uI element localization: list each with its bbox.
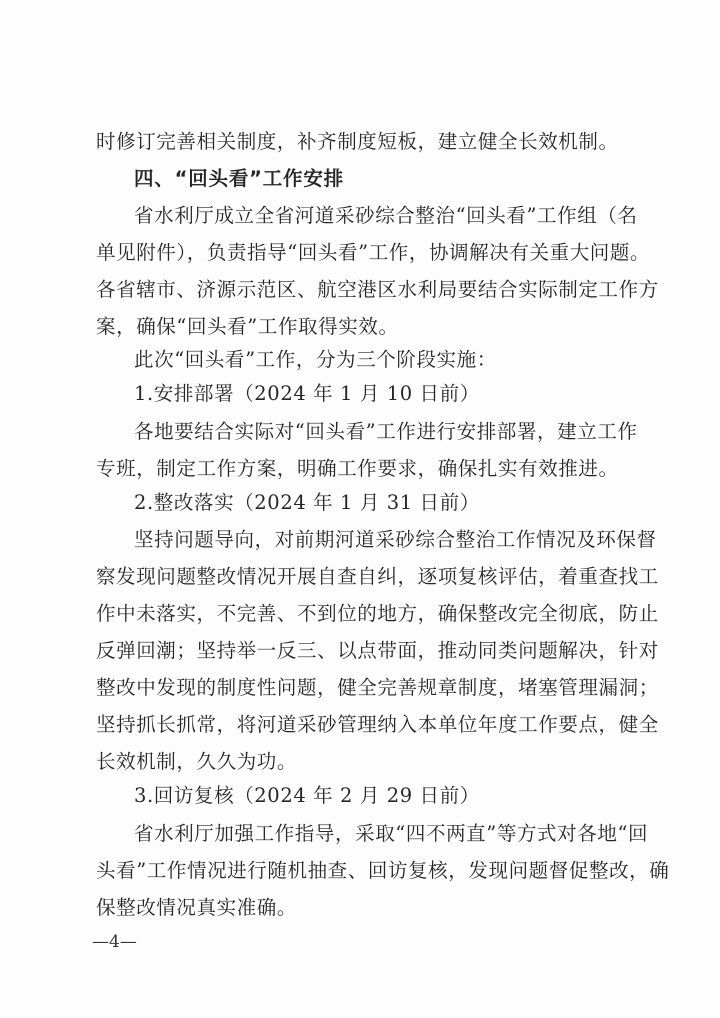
text-line: 反弹回潮；坚持举一反三、以点带面，推动同类问题解决，针对 bbox=[96, 639, 659, 662]
text-line: 坚持问题导向，对前期河道采砂综合整治工作情况及环保督 bbox=[134, 528, 657, 551]
text-line: 整改中发现的制度性问题，健全完善规章制度，堵塞管理漏洞； bbox=[96, 676, 659, 699]
page-number: —4— bbox=[92, 932, 137, 952]
text-line: 坚持抓长抓常，将河道采砂管理纳入本单位年度工作要点，健全 bbox=[96, 713, 659, 736]
text-line: 察发现问题整改情况开展自查自纠，逐项复核评估，着重查找工 bbox=[96, 565, 659, 588]
subsection-title: 3.回访复核（2024 年 2 月 29 日前） bbox=[134, 784, 480, 807]
text-line: 案，确保“回头看”工作取得实效。 bbox=[96, 315, 399, 338]
text-line: 头看”工作情况进行随机抽查、回访复核，发现问题督促整改，确 bbox=[96, 859, 670, 882]
text-line: 作中未落实，不完善、不到位的地方，确保整改完全彻底，防止 bbox=[96, 602, 659, 625]
subsection-title: 2.整改落实（2024 年 1 月 31 日前） bbox=[134, 491, 480, 514]
text-line: 各省辖市、济源示范区、航空港区水利局要结合实际制定工作方 bbox=[96, 278, 659, 301]
text-line: 省水利厅加强工作指导，采取“四不两直”等方式对各地“回 bbox=[134, 822, 649, 845]
section-heading: 四、“回头看”工作安排 bbox=[134, 167, 344, 190]
text-line: 长效机制，久久为功。 bbox=[96, 750, 298, 773]
text-line: 专班，制定工作方案，明确工作要求，确保扎实有效推进。 bbox=[96, 457, 619, 480]
text-line: 单见附件），负责指导“回头看”工作，协调解决有关重大问题。 bbox=[96, 241, 651, 264]
text-line: 各地要结合实际对“回头看”工作进行安排部署，建立工作 bbox=[134, 420, 638, 443]
subsection-title: 1.安排部署（2024 年 1 月 10 日前） bbox=[134, 382, 480, 405]
text-line: 保整改情况真实准确。 bbox=[96, 896, 298, 919]
text-line: 时修订完善相关制度，补齐制度短板，建立健全长效机制。 bbox=[96, 130, 619, 153]
text-line: 此次“回头看”工作，分为三个阶段实施： bbox=[134, 348, 497, 371]
text-line: 省水利厅成立全省河道采砂综合整治“回头看”工作组（名 bbox=[134, 204, 638, 227]
